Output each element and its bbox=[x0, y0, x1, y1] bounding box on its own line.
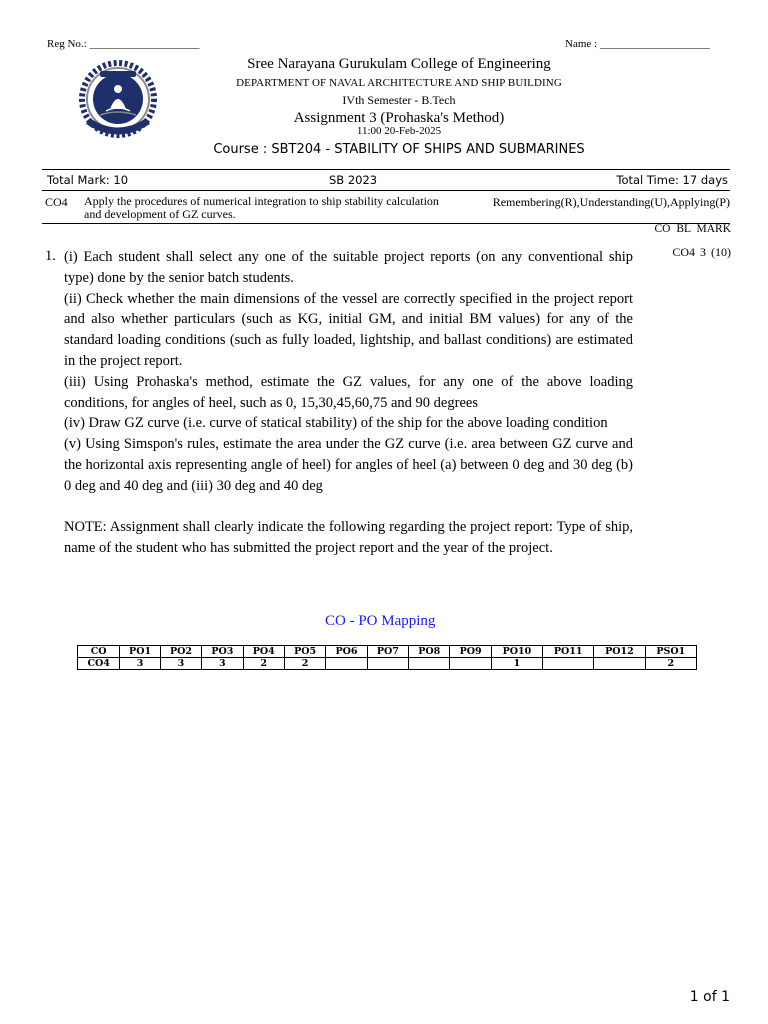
table-header-cell: PO12 bbox=[594, 646, 645, 658]
table-header-cell: PO10 bbox=[491, 646, 542, 658]
co-po-mapping-table bbox=[77, 645, 697, 670]
table-header-cell: PO4 bbox=[243, 646, 284, 658]
question-part: (iv) Draw GZ curve (i.e. curve of statical stability) of the ship for the above loading condition bbox=[64, 415, 608, 432]
table-cell bbox=[543, 658, 594, 670]
question-part: (v) Using Simspon's rules, estimate the area under the GZ curve (i.e. area between GZ curve and the horizontal axis representing angle of heel) for angles of heel (a) between 0 deg and 30 deg (b) 0 deg and 40 deg and (iii) 30 deg and 40 deg bbox=[64, 436, 633, 494]
divider bbox=[42, 169, 730, 170]
table-header-cell: PO6 bbox=[326, 646, 367, 658]
table-cell bbox=[450, 658, 491, 670]
table-cell: 2 bbox=[284, 658, 325, 670]
divider bbox=[42, 190, 730, 191]
table-header-row bbox=[78, 646, 697, 658]
table-cell: 1 bbox=[491, 658, 542, 670]
name-field: Name : ____________________ bbox=[565, 38, 710, 50]
table-cell: 3 bbox=[160, 658, 201, 670]
course-title: Course : SBT204 - STABILITY OF SHIPS AND SUBMARINES bbox=[213, 142, 585, 157]
table-cell bbox=[594, 658, 645, 670]
question-part: (ii) Check whether the main dimensions of the vessel are correctly specified in the project report and also whether particulars (such as KG, initial GM, and initial BM values) for any of the standard loading conditions (such as fully loaded, lightship, and ballast conditions) are estimated in the project report. bbox=[64, 290, 633, 369]
college-emblem-icon bbox=[70, 59, 166, 143]
table-cell: 2 bbox=[243, 658, 284, 670]
table-cell bbox=[367, 658, 408, 670]
table-cell bbox=[326, 658, 367, 670]
college-name: Sree Narayana Gurukulam College of Engineering bbox=[247, 56, 551, 72]
table-row bbox=[78, 658, 697, 670]
co-code: CO4 bbox=[45, 195, 68, 209]
table-header-cell: PO11 bbox=[543, 646, 594, 658]
question-part: (iii) Using Prohaska's method, estimate the GZ values, for any one of the above loading conditions, for angles of heel, such as 0, 15,30,45,60,75 and 90 degrees bbox=[64, 373, 633, 411]
department-name: DEPARTMENT OF NAVAL ARCHITECTURE AND SHIP BUILDING bbox=[236, 77, 562, 89]
table-cell: 3 bbox=[120, 658, 160, 670]
question-note: NOTE: Assignment shall clearly indicate the following regarding the project report: Type of ship, name of the student who has submitted the project report and the year of the project. bbox=[64, 519, 633, 557]
table-header-cell: PO2 bbox=[160, 646, 201, 658]
table-header-cell: PO8 bbox=[409, 646, 450, 658]
table-cell: CO4 bbox=[78, 658, 120, 670]
table-cell bbox=[409, 658, 450, 670]
total-mark: Total Mark: 10 bbox=[47, 173, 129, 187]
mapping-title: CO - PO Mapping bbox=[325, 613, 436, 629]
date-time: 11:00 20-Feb-2025 bbox=[356, 125, 442, 137]
table-header-cell: PSO1 bbox=[645, 646, 696, 658]
semester: IVth Semester - B.Tech bbox=[342, 93, 456, 107]
divider bbox=[42, 223, 730, 224]
table-header-cell: PO7 bbox=[367, 646, 408, 658]
table-header-cell: PO1 bbox=[120, 646, 160, 658]
table-header-cell: PO9 bbox=[450, 646, 491, 658]
question-number: 1. bbox=[45, 248, 56, 264]
column-headers: CO BL MARK bbox=[654, 223, 731, 235]
total-time: Total Time: 17 days bbox=[616, 173, 728, 187]
table-header-cell: CO bbox=[78, 646, 120, 658]
question-body bbox=[64, 247, 633, 559]
table-cell: 3 bbox=[202, 658, 243, 670]
batch: SB 2023 bbox=[329, 173, 378, 187]
question-mark: CO4 3 (10) bbox=[672, 245, 731, 259]
table-header-cell: PO5 bbox=[284, 646, 325, 658]
assignment-title: Assignment 3 (Prohaska's Method) bbox=[293, 110, 505, 126]
page-indicator: 1 of 1 bbox=[689, 989, 730, 1005]
question-part: (i) Each student shall select any one of the suitable project reports (on any conventional ship type) done by the senior batch students. bbox=[64, 249, 633, 286]
table-header-cell: PO3 bbox=[202, 646, 243, 658]
table-cell: 2 bbox=[645, 658, 696, 670]
co-levels: Remembering(R),Understanding(U),Applying(P) bbox=[492, 195, 730, 209]
reg-no-field: Reg No.: ____________________ bbox=[47, 38, 200, 50]
co-description: Apply the procedures of numerical integration to ship stability calculation and development of GZ curves. bbox=[84, 194, 439, 221]
